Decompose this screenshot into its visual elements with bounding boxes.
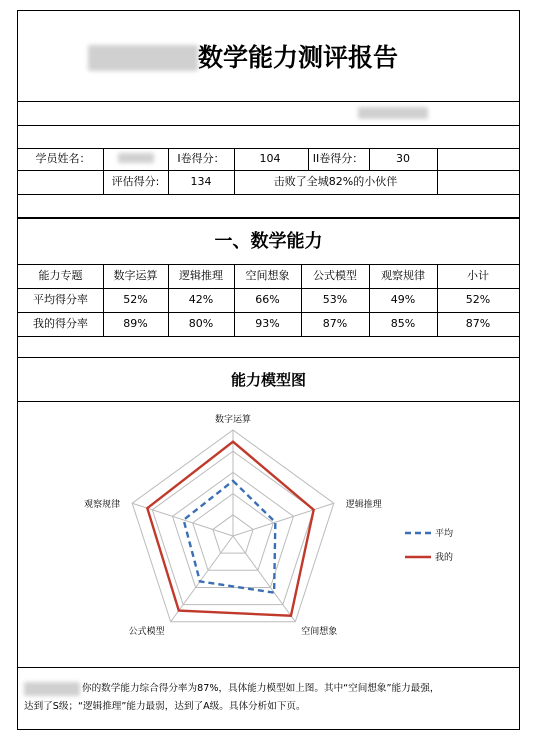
legend-label: 我的 <box>435 553 454 563</box>
table-cell: 66% <box>255 293 280 306</box>
paper2-score: 30 <box>396 152 410 165</box>
chart-title: 能力模型图 <box>230 371 306 389</box>
radar-category-label: 逻辑推理 <box>345 500 382 511</box>
table-cell: 我的得分率 <box>33 317 88 330</box>
blurred-summary-name <box>24 682 80 696</box>
radar-category-label: 公式模型 <box>128 626 165 637</box>
table-header-cell: 能力专题 <box>38 269 83 282</box>
paper2-label: II卷得分： <box>312 152 364 165</box>
radar-category-label: 空间想象 <box>301 626 338 637</box>
paper1-score: 104 <box>259 152 281 165</box>
radar-category-label: 数字运算 <box>214 415 252 425</box>
table-header-cell: 逻辑推理 <box>179 269 223 282</box>
table-cell: 80% <box>188 317 214 330</box>
summary-line-2: 达到了S级；“逻辑推理”能力最弱，达到了A级。具体分析如下页。 <box>24 701 306 712</box>
radar-chart <box>18 402 519 667</box>
summary-line-1: 你的数学能力综合得分率为87%，具体能力模型如上图。其中“空间想象”能力最强， <box>82 683 440 694</box>
table-cell: 平均得分率 <box>33 293 88 306</box>
eval-label: 评估得分: <box>111 175 160 188</box>
table-cell: 93% <box>255 317 280 330</box>
table-cell: 87% <box>322 317 348 330</box>
radar-series-mine <box>147 442 313 616</box>
table-cell: 52% <box>123 293 148 306</box>
table-cell: 89% <box>123 317 148 330</box>
table-header-cell: 公式模型 <box>313 269 357 282</box>
blurred-header-info <box>358 107 428 119</box>
table-header-cell: 小计 <box>467 269 489 282</box>
table-header-cell: 数字运算 <box>113 269 158 282</box>
radar-axis-line <box>233 503 334 536</box>
radar-axis-line <box>171 536 233 622</box>
table-cell: 87% <box>465 317 491 330</box>
report-title: 数学能力测评报告 <box>198 43 399 72</box>
table-cell: 49% <box>390 293 416 306</box>
blurred-student-name <box>88 45 198 71</box>
radar-category-label: 观察规律 <box>84 500 121 511</box>
table-header-cell: 观察规律 <box>381 269 425 282</box>
section1-title: 一、数学能力 <box>214 231 323 252</box>
table-cell: 85% <box>390 317 416 330</box>
table-cell: 42% <box>188 293 214 306</box>
paper1-label: I卷得分： <box>177 152 225 165</box>
beat-text: 击败了全城82%的小伙伴 <box>273 175 398 188</box>
name-label: 学员姓名： <box>35 152 91 165</box>
table-cell: 53% <box>322 293 348 306</box>
eval-score: 134 <box>190 175 212 188</box>
report-frame <box>17 10 520 730</box>
radar-axis-line <box>233 536 295 622</box>
table-header-cell: 空间想象 <box>245 269 290 282</box>
legend-label: 平均 <box>435 529 454 539</box>
table-cell: 52% <box>465 293 491 306</box>
ability-table <box>18 264 519 336</box>
blurred-name-value <box>118 153 154 163</box>
